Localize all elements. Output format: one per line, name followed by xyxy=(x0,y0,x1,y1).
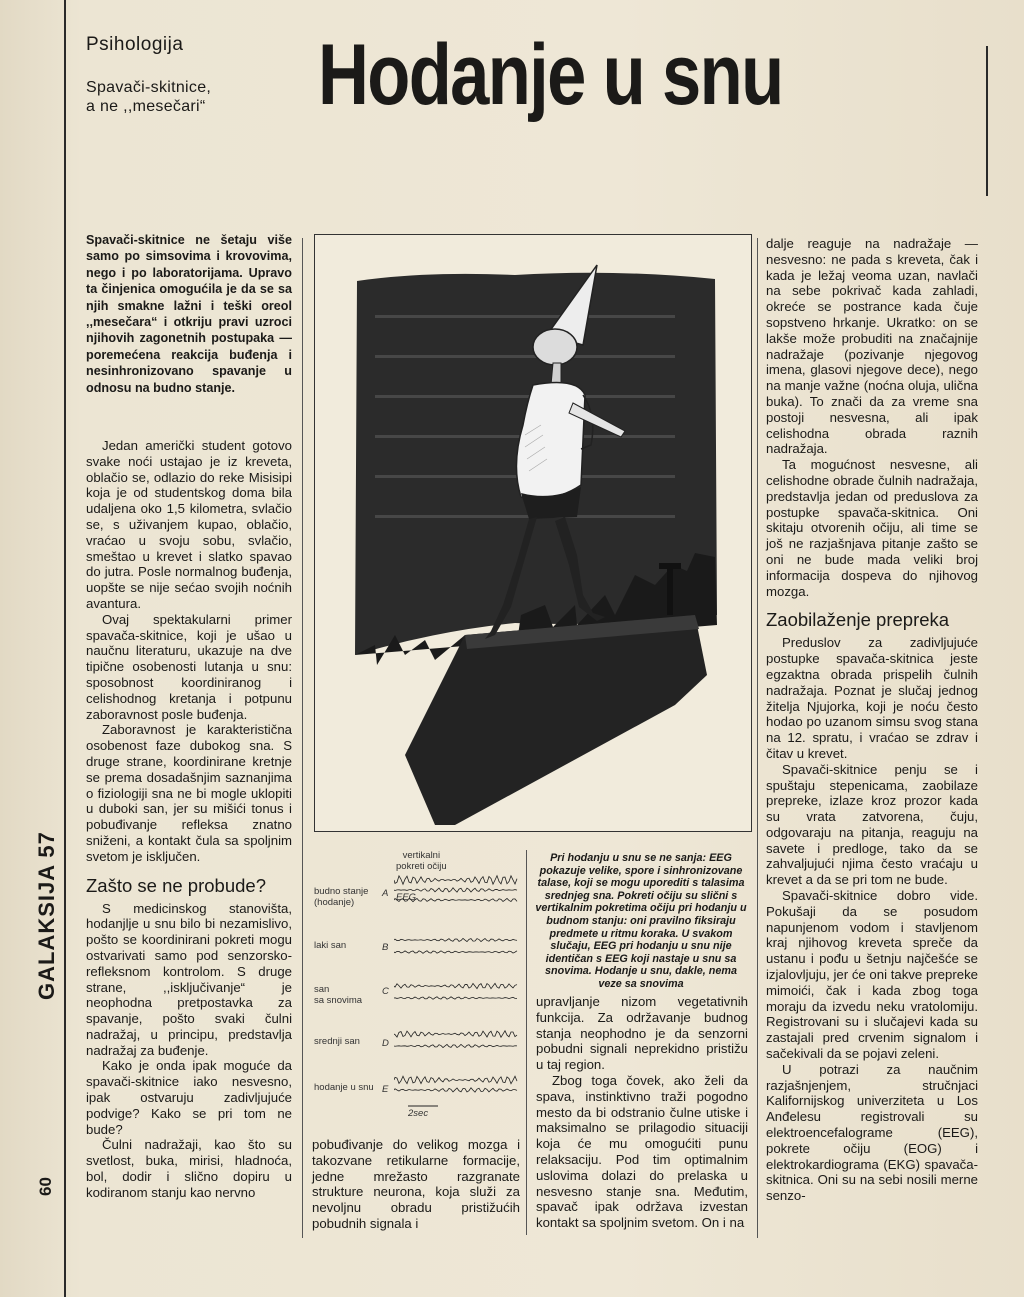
eeg-header-label: vertikalni pokreti očiju xyxy=(396,850,447,872)
eeg-trace-line xyxy=(394,951,517,954)
col1-paragraph-1: Jedan američki student gotovo svake noći ustajao je iz kreveta, oblačio se, odlazio do reke Misisipi koja je od studentskog doma bila udaljena oko 1,5 kilometra, svlačio se, s uživanjem kupao, oblačio, vraćao u svoju sobu, svlačio, smeštao u krevet i slatko spavao do jutra. Posle normalnog buđenja, uopšte se nije sećao svojih noćnih avantura. xyxy=(86,438,292,611)
column-2-bottom xyxy=(312,1137,520,1232)
column-rule-1 xyxy=(302,238,303,1238)
col4-paragraph-2: Ta mogućnost nesvesne, ali celishodne obrade čulnih nadražaja, predstavlja jedan od preduslova za postupke spavača-skitnica. Oni skitaju otvorenih očiju, ali time se još ne razjašnjava pitanje zašto se oni ne bude mada veliki broj informacija dospeva do njihovog mozga. xyxy=(766,457,978,599)
col1-paragraph-6: Čulni nadražaji, kao što su svetlost, buka, mirisi, hladnoća, bol, dodir i slično dopiru u kodiranom stanju kao nervno xyxy=(86,1137,292,1200)
eeg-trace-line xyxy=(394,997,517,1000)
eeg-trace-line xyxy=(394,1088,517,1092)
eeg-tag: EEG xyxy=(396,892,417,903)
column-1 xyxy=(86,438,292,1201)
headline: Hodanje u snu xyxy=(318,27,783,123)
column-4 xyxy=(766,236,978,1204)
eeg-letter-d: D xyxy=(382,1038,389,1049)
eeg-letter-c: C xyxy=(382,986,389,997)
section-label: Psihologija xyxy=(86,34,184,55)
eeg-trace-line xyxy=(394,938,517,941)
col2-paragraph: pobuđivanje do velikog mozga i takozvane retikularne formacije, jedne mrežasto razgranate strukture neurona, koja služi za nevoljnu obradu pristižućih pobudnih signala i xyxy=(312,1137,520,1231)
column-rule-3 xyxy=(526,850,527,1235)
eeg-trace-line xyxy=(394,876,517,885)
kicker-line-2: a ne ,,mesečari“ xyxy=(86,98,206,115)
subhead-1: Zašto se ne probude? xyxy=(86,874,266,896)
col1-paragraph-3: Zaboravnost je karakteristična osobenost faze dubokog sna. S druge strane, koordinirane kretnje se prema dosadašnjim saznanjima o fiziologiji sna ne bi mogle uklopiti u duboki san, jer su mišići tonus i pobuđivanje refleksa znatno sniženi, a kontakt čula sa spoljnim svetom je isključen. xyxy=(86,722,292,864)
eeg-row-a-label: budno stanje (hodanje) xyxy=(314,886,369,908)
eeg-scale: 2sec xyxy=(408,1108,429,1119)
col4-paragraph-4: Spavači-skitnice penju se i spuštaju stepenicama, zaobilaze prepreke, izlaze kroz prozor kada su vrata zatvorena, čuju, odgovaraju na pitanja, reaguju na savete i predloge, tako da se zahvaljujući njima često vraćaju u krevet a da se pri tom ne bude. xyxy=(766,761,978,888)
eeg-trace-line xyxy=(394,1044,517,1047)
col4-paragraph-3: Preduslov za zadivljujuće postupke spavača-skitnica jeste egzaktna obrada prispelih čulnih nadražaja. Poznat je slučaj jednog žitelja Njujorka, koji je noću često hodao po uzanom simsu svog stana na 12. spratu, i vraćao se zdrav i čitav u krevet. xyxy=(766,635,978,761)
column-rule-4 xyxy=(757,238,758,1238)
left-margin-rule xyxy=(64,0,66,1297)
eeg-row-d-label: srednji san xyxy=(314,1036,360,1047)
col3-paragraph-2: Zbog toga čovek, ako želi da spava, instinktivno traži pogodno mesto da bi odstranio čulne utiske i maksimalno se prilagodio situaciji koja će mu omogućiti punu relaksaciju. Pod tim optimalnim uslovima dolazi do prelaska u nesvesno stanje sna. Međutim, spavač ipak održava izvestan kontakt sa spoljnim svetom. On i na xyxy=(536,1072,748,1231)
eeg-trace-line xyxy=(394,1076,517,1084)
eeg-traces xyxy=(394,874,520,1110)
sleepwalker-illustration xyxy=(315,235,751,831)
lead-paragraph: Spavači-skitnice ne šetaju više samo po simsovima i krovovima, nego i po laboratorijama. Upravo ta činjenica omogućila je da se sa njih smakne lažni i teški oreol ,,mesečara“ i otkriju pravi uzroci njihovih zagonetnih postupaka — poremećena reakcija buđenja i nesinhronizovano spavanje u odnosu na budno stanje. xyxy=(86,233,292,395)
eeg-trace-line xyxy=(394,898,517,901)
eeg-letter-e: E xyxy=(382,1084,389,1095)
magazine-name: GALAKSIJA 57 xyxy=(34,831,59,1000)
col4-paragraph-1: dalje reaguje na nadražaje — nesvesno: ne pada s kreveta, čak i kada je ležaj veoma uzan, navlači na sebe pokrivač kada zahladi, okreće se postrance kada čuje sopstveno hrkanje. Ukratko: on se lakše može probuditi na značajnije nadražaje (pozivanje njegovog imena, glasovi njegove dece), nego na manje važne (noćna oluja, ulična buka). To znači da za vreme sna postoji nesvesna, ali ipak celishodna obrada raznih nadražaja. xyxy=(766,236,978,457)
col1-paragraph-2: Ovaj spektakularni primer spavača-skitnice, koji je ušao u naučnu literaturu, ukazuje na dve tipične osobenosti lutanja u snu: sposobnost koordiniranog i celishodnog kretanja i potpunu zaboravnost posle buđenja. xyxy=(86,611,292,722)
eeg-row-e-label: hodanje u snu xyxy=(314,1082,374,1093)
eeg-figure xyxy=(312,850,522,1120)
col1-paragraph-5: Kako je onda ipak moguće da spavači-skitnice iako nesvesno, ipak ostvaruju zadivljujuće podvige? Kako se pri tom ne bude? xyxy=(86,1058,292,1137)
page-number: 60 xyxy=(36,1177,55,1196)
kicker-line-1: Spavači-skitnice, xyxy=(86,79,212,96)
eeg-trace-line xyxy=(394,983,517,988)
eeg-letter-a: A xyxy=(382,888,389,899)
eeg-row-c-label: san sa snovima xyxy=(314,984,363,1006)
col3-paragraph-1: upravljanje nizom vegetativnih funkcija. Za održavanje budnog stanja neophodno je da senzorni pobudni signali neprekidno pristižu u taj region. xyxy=(536,994,748,1073)
col1-paragraph-4: S medicinskog stanovišta, hodanjlje u snu bilo bi nezamislivo, pošto se koordinirani pokreti mogu ostvarivati samo pod senzorsko-refleksnom kontrolom. S druge strane, ,,isključivanje“ je neophodna pretpostavka za spavanje, pošto svaki čulni nadražaj, u principu, predstavlja nadražaj za buđenje. xyxy=(86,900,292,1058)
subhead-2: Zaobilaženje prepreka xyxy=(766,609,950,631)
col4-paragraph-5: Spavači-skitnice dobro vide. Pokušaji da se posudom napunjenom vodom i stavljenom kraj njihovog kreveta spreče da ustanu i pođu u šetnju najčešće se izjalovljuju, jer će oni takve prepreke mimoići, čak i kada zbog toga moraju da izvedu neku vratolomiju. Registrovani su i slučajevi kada su zastajali pred crvenim signalom i sačekivali da se pojavi zeleni. xyxy=(766,888,978,1062)
right-edge-rule xyxy=(986,46,988,196)
figure-caption: Pri hodanju u snu se ne sanja: EEG pokazuje velike, spore i sinhronizovane talase, koji se mogu uporediti s talasima srednjeg sna. Pokreti očiju su slični s vertikalnim pokretima očiju pri hodanju u budnom stanju: oni pravilno fiksiraju predmete u ritmu koraka. U svakom slučaju, EEG pri hodanju u snu nije identičan s EEG koji nastaje u snu sa snovima. Hodanje u snu, dakle, nema veze sa snovima xyxy=(535,852,747,990)
column-3-bottom xyxy=(536,994,748,1231)
eeg-trace-line xyxy=(394,888,517,892)
col4-paragraph-6: U potrazi za naučnim razjašnjenjem, stručnjaci Kalifornijskog univerziteta u Los Anđelesu registrovali su elektroencefalograme (EEG), pokrete očiju (EOG) i elektrokardiograma (EKG) spavača-skitnica. Oni su na sebi nosili merne senzo- xyxy=(766,1061,978,1204)
eeg-letter-b: B xyxy=(382,942,389,953)
kicker xyxy=(86,78,211,116)
illustration-frame xyxy=(314,234,752,832)
eeg-row-b-label: laki san xyxy=(314,940,347,951)
eeg-trace-line xyxy=(394,1031,517,1037)
